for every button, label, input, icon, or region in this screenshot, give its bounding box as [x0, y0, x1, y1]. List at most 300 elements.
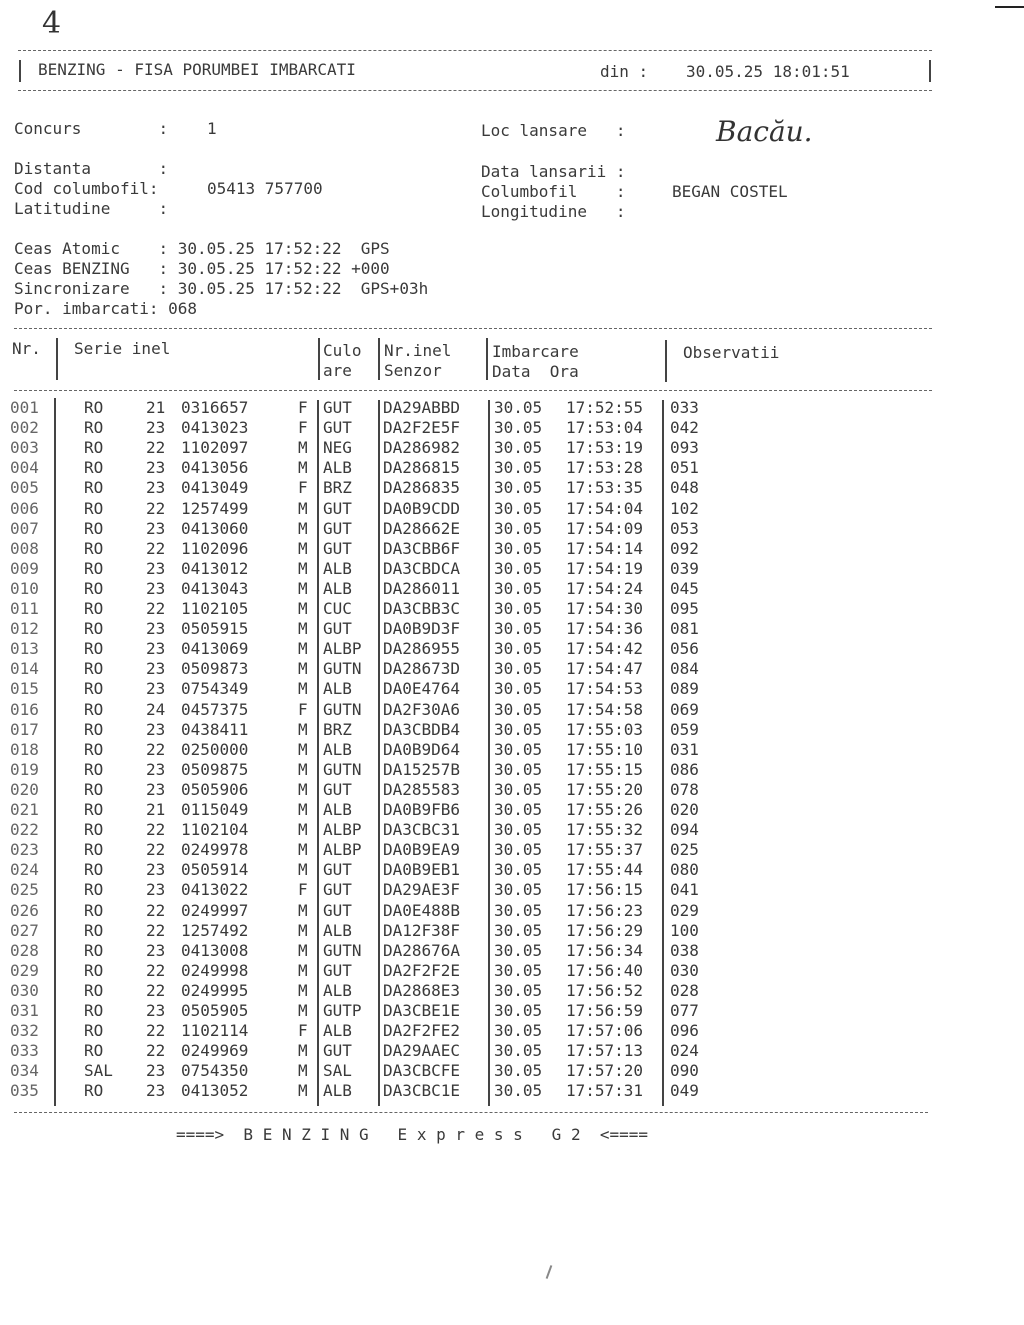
table-row — [0, 921, 720, 941]
row-sensor: DA2F30A6 — [383, 699, 461, 719]
loc-lansare-handwritten: Bacău. — [716, 115, 813, 148]
row-sex: M — [298, 840, 308, 860]
row-color: ALB — [323, 1081, 352, 1101]
row-color: GUT — [323, 518, 352, 538]
table-row — [0, 840, 720, 860]
row-country: RO — [84, 1041, 104, 1061]
row-country: RO — [84, 619, 104, 639]
row-color: ALB — [323, 578, 352, 598]
row-ring-number: 0413060 — [181, 518, 249, 538]
row-date: 30.05 — [494, 960, 543, 980]
row-ring-number: 0249997 — [181, 900, 249, 920]
table-row — [0, 1001, 720, 1021]
header-title: BENZING - FISA PORUMBEI IMBARCATI — [38, 60, 356, 79]
row-year: 23 — [146, 679, 166, 699]
table-row — [0, 499, 720, 519]
row-time: 17:54:09 — [566, 518, 644, 538]
row-date: 30.05 — [494, 498, 543, 518]
row-nr: 015 — [10, 679, 39, 699]
cod-columbofil-value: 05413 757700 — [207, 179, 323, 198]
row-sensor: DA286835 — [383, 478, 461, 498]
row-nr: 012 — [10, 619, 39, 639]
table-row — [0, 720, 720, 740]
row-year: 23 — [146, 880, 166, 900]
row-year: 23 — [146, 1001, 166, 1020]
row-time: 17:53:28 — [566, 458, 644, 478]
row-nr: 007 — [10, 518, 39, 538]
row-observatii: 102 — [670, 498, 699, 518]
row-observatii: 090 — [670, 1061, 699, 1081]
row-country: RO — [84, 1001, 104, 1020]
row-country: RO — [84, 719, 104, 739]
row-country: RO — [84, 1081, 104, 1101]
row-date: 30.05 — [494, 719, 543, 739]
row-time: 17:54:58 — [566, 699, 644, 719]
row-observatii: 030 — [670, 960, 699, 980]
row-sex: M — [298, 820, 308, 840]
scan-speck — [546, 1265, 553, 1279]
table-row — [0, 961, 720, 981]
row-country: RO — [84, 960, 104, 980]
row-observatii: 084 — [670, 659, 699, 679]
header-left-border — [19, 60, 21, 82]
row-year: 23 — [146, 518, 166, 538]
row-ring-number: 0754350 — [181, 1061, 249, 1081]
row-color: ALB — [323, 920, 352, 940]
header-right-border — [929, 60, 931, 82]
row-ring-number: 0438411 — [181, 719, 249, 739]
row-date: 30.05 — [494, 820, 543, 840]
table-row — [0, 1041, 720, 1061]
row-sensor: DA3CBCFE — [383, 1061, 461, 1081]
row-year: 22 — [146, 1021, 166, 1041]
row-year: 21 — [146, 398, 166, 417]
row-nr: 021 — [10, 800, 39, 819]
table-row — [0, 438, 720, 458]
row-nr: 014 — [10, 659, 39, 679]
row-nr: 008 — [10, 538, 39, 558]
row-nr: 027 — [10, 920, 39, 940]
row-date: 30.05 — [494, 578, 543, 598]
row-sex: M — [298, 619, 308, 639]
col-header-imbarcare: Imbarcare — [492, 342, 579, 361]
row-country: RO — [84, 438, 104, 458]
row-sex: M — [298, 558, 308, 578]
row-year: 23 — [146, 860, 166, 880]
row-observatii: 038 — [670, 940, 699, 960]
row-country: RO — [84, 860, 104, 880]
row-sensor: DA3CBC31 — [383, 820, 461, 840]
row-observatii: 086 — [670, 759, 699, 779]
row-sensor: DA3CBE1E — [383, 1001, 461, 1020]
row-time: 17:54:36 — [566, 619, 644, 639]
row-observatii: 049 — [670, 1081, 699, 1101]
row-nr: 003 — [10, 438, 39, 458]
row-nr: 032 — [10, 1021, 39, 1041]
row-time: 17:53:35 — [566, 478, 644, 498]
row-nr: 018 — [10, 739, 39, 759]
handwritten-page-number: 4 — [42, 6, 62, 41]
row-sensor: DA3CBC1E — [383, 1081, 461, 1101]
col-header-culoare-1: Culo — [323, 341, 362, 360]
row-sensor: DA286815 — [383, 458, 461, 478]
row-nr: 004 — [10, 458, 39, 478]
row-time: 17:54:42 — [566, 639, 644, 659]
row-sensor: DA3CBB6F — [383, 538, 461, 558]
row-color: GUT — [323, 538, 352, 558]
row-date: 30.05 — [494, 659, 543, 679]
row-sensor: DA12F38F — [383, 920, 461, 940]
row-year: 23 — [146, 940, 166, 960]
row-color: SAL — [323, 1061, 352, 1081]
table-row — [0, 559, 720, 579]
table-top-rule — [14, 328, 932, 329]
row-time: 17:55:26 — [566, 800, 644, 819]
row-ring-number: 1257499 — [181, 498, 249, 518]
row-observatii: 094 — [670, 820, 699, 840]
row-sex: M — [298, 980, 308, 1000]
row-sex: M — [298, 438, 308, 458]
row-year: 23 — [146, 639, 166, 659]
row-time: 17:57:06 — [566, 1021, 644, 1041]
row-country: RO — [84, 739, 104, 759]
header-sep-nr — [56, 338, 58, 380]
row-sex: M — [298, 639, 308, 659]
row-observatii: 096 — [670, 1021, 699, 1041]
row-time: 17:55:20 — [566, 779, 644, 799]
row-country: RO — [84, 478, 104, 498]
row-date: 30.05 — [494, 619, 543, 639]
columbofil-value: BEGAN COSTEL — [672, 182, 788, 201]
row-year: 23 — [146, 759, 166, 779]
row-ring-number: 1102104 — [181, 820, 249, 840]
row-nr: 026 — [10, 900, 39, 920]
row-time: 17:57:31 — [566, 1081, 644, 1101]
header-bottom-rule — [18, 90, 932, 91]
row-ring-number: 0413023 — [181, 418, 249, 438]
row-color: BRZ — [323, 478, 352, 498]
row-country: RO — [84, 800, 104, 819]
concurs-value: 1 — [207, 119, 217, 138]
row-sex: M — [298, 538, 308, 558]
row-nr: 016 — [10, 699, 39, 719]
cod-columbofil-label: Cod columbofil: — [14, 179, 159, 198]
row-date: 30.05 — [494, 920, 543, 940]
row-date: 30.05 — [494, 980, 543, 1000]
row-observatii: 089 — [670, 679, 699, 699]
table-row — [0, 478, 720, 498]
row-time: 17:56:34 — [566, 940, 644, 960]
row-color: GUT — [323, 900, 352, 920]
row-time: 17:56:40 — [566, 960, 644, 980]
row-sex: M — [298, 739, 308, 759]
row-sensor: DA28673D — [383, 659, 461, 679]
row-sex: M — [298, 1041, 308, 1061]
row-ring-number: 0509875 — [181, 759, 249, 779]
row-sensor: DA3CBDCA — [383, 558, 461, 578]
row-date: 30.05 — [494, 779, 543, 799]
row-date: 30.05 — [494, 1081, 543, 1101]
row-date: 30.05 — [494, 940, 543, 960]
table-row — [0, 418, 720, 438]
row-year: 22 — [146, 538, 166, 558]
row-sensor: DA0B9EA9 — [383, 840, 461, 860]
data-lansarii-label: Data lansarii : — [481, 162, 626, 181]
row-year: 23 — [146, 619, 166, 639]
row-sex: F — [298, 418, 308, 438]
row-observatii: 092 — [670, 538, 699, 558]
row-date: 30.05 — [494, 398, 543, 417]
row-year: 22 — [146, 900, 166, 920]
row-ring-number: 0505915 — [181, 619, 249, 639]
row-ring-number: 0413052 — [181, 1081, 249, 1101]
row-observatii: 080 — [670, 860, 699, 880]
concurs-label: Concurs : — [14, 119, 169, 138]
row-nr: 013 — [10, 639, 39, 659]
row-observatii: 051 — [670, 458, 699, 478]
row-country: RO — [84, 900, 104, 920]
row-color: ALBP — [323, 840, 362, 860]
scan-speck — [995, 6, 1024, 8]
row-observatii: 100 — [670, 920, 699, 940]
row-ring-number: 0754349 — [181, 679, 249, 699]
columbofil-label: Columbofil : — [481, 182, 626, 201]
row-sex: M — [298, 458, 308, 478]
header-sep-imbarcare — [486, 338, 488, 380]
row-sex: M — [298, 578, 308, 598]
row-observatii: 056 — [670, 639, 699, 659]
table-row — [0, 398, 720, 418]
row-ring-number: 1102105 — [181, 599, 249, 618]
ceas-benzing-line: Ceas BENZING : 30.05.25 17:52:22 +000 — [14, 259, 390, 278]
row-sensor: DA286982 — [383, 438, 461, 458]
row-time: 17:55:32 — [566, 820, 644, 840]
row-sex: M — [298, 679, 308, 699]
row-color: NEG — [323, 438, 352, 458]
row-time: 17:55:10 — [566, 739, 644, 759]
row-date: 30.05 — [494, 800, 543, 819]
row-ring-number: 0457375 — [181, 699, 249, 719]
table-row — [0, 800, 720, 820]
row-observatii: 078 — [670, 779, 699, 799]
row-observatii: 020 — [670, 800, 699, 819]
row-ring-number: 0413043 — [181, 578, 249, 598]
table-row — [0, 579, 720, 599]
row-nr: 006 — [10, 498, 39, 518]
row-date: 30.05 — [494, 1021, 543, 1041]
row-nr: 022 — [10, 820, 39, 840]
row-year: 23 — [146, 1061, 166, 1081]
row-time: 17:55:03 — [566, 719, 644, 739]
table-row — [0, 619, 720, 639]
row-color: GUT — [323, 880, 352, 900]
row-ring-number: 0413056 — [181, 458, 249, 478]
row-observatii: 042 — [670, 418, 699, 438]
row-nr: 035 — [10, 1081, 39, 1101]
row-date: 30.05 — [494, 840, 543, 860]
row-nr: 029 — [10, 960, 39, 980]
row-observatii: 045 — [670, 578, 699, 598]
row-sensor: DA2F2FE2 — [383, 1021, 461, 1041]
row-time: 17:56:15 — [566, 880, 644, 900]
row-color: ALB — [323, 679, 352, 699]
row-sex: F — [298, 880, 308, 900]
row-sex: F — [298, 478, 308, 498]
row-year: 22 — [146, 1041, 166, 1061]
row-time: 17:55:44 — [566, 860, 644, 880]
row-sex: M — [298, 920, 308, 940]
table-row — [0, 1021, 720, 1041]
row-country: RO — [84, 980, 104, 1000]
row-nr: 030 — [10, 980, 39, 1000]
longitudine-label: Longitudine : — [481, 202, 626, 221]
row-color: ALBP — [323, 639, 362, 659]
table-bottom-rule — [14, 1112, 928, 1113]
table-row — [0, 599, 720, 619]
col-header-inel-2: Senzor — [384, 361, 442, 380]
header-sep-culoare — [318, 338, 320, 380]
row-sex: M — [298, 659, 308, 679]
row-country: RO — [84, 458, 104, 478]
row-sex: M — [298, 960, 308, 980]
header-top-rule — [18, 50, 932, 51]
row-nr: 019 — [10, 759, 39, 779]
row-country: RO — [84, 779, 104, 799]
row-nr: 010 — [10, 578, 39, 598]
row-color: ALB — [323, 739, 352, 759]
row-color: GUT — [323, 498, 352, 518]
row-date: 30.05 — [494, 558, 543, 578]
row-year: 23 — [146, 779, 166, 799]
row-ring-number: 0505914 — [181, 860, 249, 880]
row-time: 17:54:19 — [566, 558, 644, 578]
row-date: 30.05 — [494, 699, 543, 719]
row-year: 22 — [146, 599, 166, 618]
row-country: RO — [84, 699, 104, 719]
row-observatii: 059 — [670, 719, 699, 739]
row-country: RO — [84, 880, 104, 900]
row-ring-number: 0505906 — [181, 779, 249, 799]
row-time: 17:54:14 — [566, 538, 644, 558]
row-observatii: 053 — [670, 518, 699, 538]
row-year: 22 — [146, 980, 166, 1000]
row-country: RO — [84, 498, 104, 518]
header-sep-observatii — [665, 340, 667, 382]
table-row — [0, 700, 720, 720]
row-sensor: DA286011 — [383, 578, 461, 598]
row-date: 30.05 — [494, 739, 543, 759]
row-observatii: 077 — [670, 1001, 699, 1020]
col-header-culoare-2: are — [323, 361, 352, 380]
table-row — [0, 639, 720, 659]
row-country: RO — [84, 538, 104, 558]
row-ring-number: 0509873 — [181, 659, 249, 679]
row-nr: 009 — [10, 558, 39, 578]
row-nr: 017 — [10, 719, 39, 739]
row-year: 23 — [146, 659, 166, 679]
table-row — [0, 1061, 720, 1081]
row-year: 23 — [146, 578, 166, 598]
row-ring-number: 0316657 — [181, 398, 249, 417]
row-year: 22 — [146, 920, 166, 940]
table-row — [0, 539, 720, 559]
row-sensor: DA0B9D64 — [383, 739, 461, 759]
row-year: 23 — [146, 418, 166, 438]
row-date: 30.05 — [494, 599, 543, 618]
footer-banner: ====> B E N Z I N G E x p r e s s G 2 <==== — [176, 1125, 649, 1144]
row-observatii: 028 — [670, 980, 699, 1000]
row-country: RO — [84, 659, 104, 679]
row-date: 30.05 — [494, 880, 543, 900]
row-sensor: DA0E488B — [383, 900, 461, 920]
row-sensor: DA2F2E5F — [383, 418, 461, 438]
header-sep-inel — [378, 338, 380, 380]
row-country: SAL — [84, 1061, 113, 1081]
row-sensor: DA3CBB3C — [383, 599, 461, 618]
row-color: GUT — [323, 619, 352, 639]
row-year: 22 — [146, 960, 166, 980]
row-date: 30.05 — [494, 418, 543, 438]
row-observatii: 069 — [670, 699, 699, 719]
row-date: 30.05 — [494, 679, 543, 699]
row-sex: F — [298, 699, 308, 719]
row-date: 30.05 — [494, 759, 543, 779]
row-year: 23 — [146, 1081, 166, 1101]
row-ring-number: 1102114 — [181, 1021, 249, 1041]
row-color: GUT — [323, 398, 352, 417]
col-header-serie: Serie inel — [74, 339, 171, 358]
row-time: 17:57:13 — [566, 1041, 644, 1061]
row-country: RO — [84, 398, 104, 417]
row-year: 23 — [146, 458, 166, 478]
row-country: RO — [84, 639, 104, 659]
row-ring-number: 0249978 — [181, 840, 249, 860]
row-sex: M — [298, 599, 308, 618]
row-date: 30.05 — [494, 538, 543, 558]
row-sensor: DA29ABBD — [383, 398, 461, 417]
row-country: RO — [84, 518, 104, 538]
row-sex: M — [298, 900, 308, 920]
row-observatii: 024 — [670, 1041, 699, 1061]
table-row — [0, 740, 720, 760]
row-year: 23 — [146, 478, 166, 498]
row-sensor: DA28662E — [383, 518, 461, 538]
row-time: 17:53:19 — [566, 438, 644, 458]
row-ring-number: 0115049 — [181, 800, 249, 819]
row-color: GUTN — [323, 940, 362, 960]
row-nr: 025 — [10, 880, 39, 900]
distanta-label: Distanta : — [14, 159, 169, 178]
row-date: 30.05 — [494, 1001, 543, 1020]
row-time: 17:55:15 — [566, 759, 644, 779]
row-ring-number: 1102096 — [181, 538, 249, 558]
row-color: GUT — [323, 860, 352, 880]
row-nr: 031 — [10, 1001, 39, 1020]
row-time: 17:55:37 — [566, 840, 644, 860]
row-color: GUT — [323, 418, 352, 438]
row-color: CUC — [323, 599, 352, 618]
table-row — [0, 981, 720, 1001]
row-nr: 020 — [10, 779, 39, 799]
header-din-label: din : — [600, 62, 649, 81]
row-observatii: 095 — [670, 599, 699, 618]
row-color: GUT — [323, 779, 352, 799]
row-time: 17:56:23 — [566, 900, 644, 920]
row-sex: M — [298, 940, 308, 960]
row-country: RO — [84, 1021, 104, 1041]
row-ring-number: 0505905 — [181, 1001, 249, 1020]
row-year: 22 — [146, 498, 166, 518]
